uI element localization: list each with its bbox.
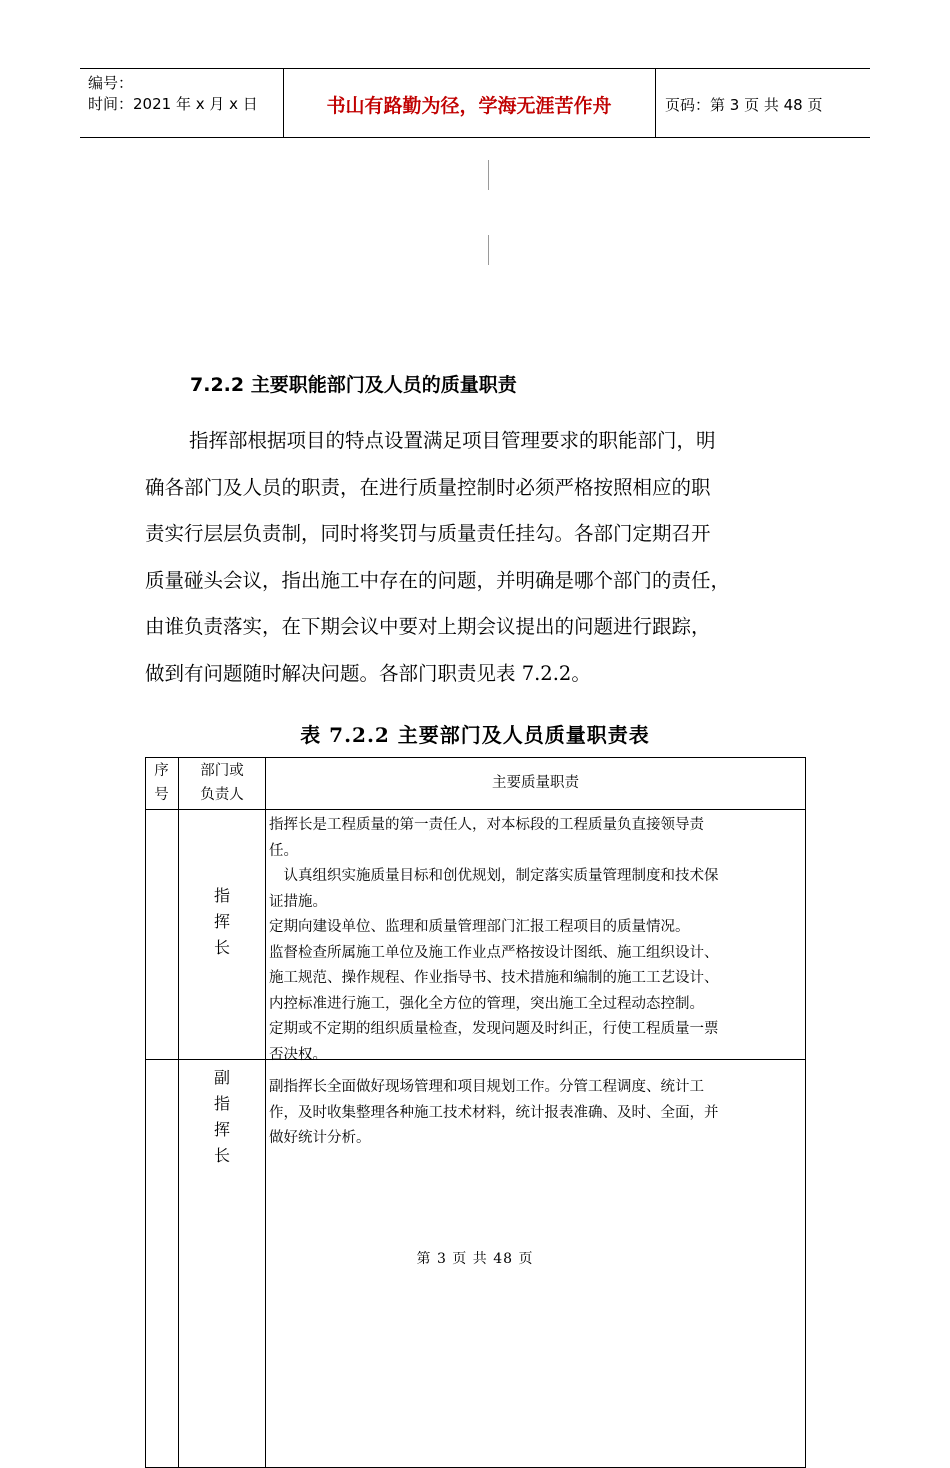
duty-line: 认真组织实施质量目标和创优规划，制定落实质量管理制度和技术保 — [269, 868, 719, 884]
duty-line: 指挥长是工程质量的第一责任人，对本标段的工程质量负直接领导责 — [269, 817, 704, 833]
page-footer: 第 3 页 共 48 页 — [416, 1251, 534, 1267]
dept-char: 长 — [213, 938, 230, 957]
duty-line: 定期向建设单位、监理和质量管理部门汇报工程项目的质量情况。 — [269, 919, 690, 935]
duty-table — [145, 757, 806, 1468]
paragraph-line: 质量碰头会议，指出施工中存在的问题，并明确是哪个部门的责任， — [145, 568, 731, 592]
header-page-info: 页码：第 3 页 共 48 页 — [665, 96, 823, 114]
paragraph-line: 责实行层层负责制，同时将奖罚与质量责任挂勾。各部门定期召开 — [145, 522, 711, 545]
table-border — [265, 757, 266, 1468]
dept-char: 指 — [213, 1094, 230, 1113]
table-border — [145, 757, 146, 1468]
header-seq-line: 序 — [154, 763, 169, 779]
header-motto: 书山有路勤为径，学海无涯苦作舟 — [326, 95, 612, 117]
paragraph-line: 指挥部根据项目的特点设置满足项目管理要求的职能部门，明 — [189, 429, 716, 452]
header-dept — [179, 759, 265, 807]
paragraph-line: 做到有问题随时解决问题。各部门职责见表 7.2.2。 — [145, 661, 591, 685]
header-duty: 主要质量职责 — [492, 775, 579, 791]
duty-line: 内控标准进行施工，强化全方位的管理，突出施工全过程动态控制。 — [269, 995, 704, 1012]
duty-line: 否决权。 — [269, 1046, 327, 1063]
dept-char: 挥 — [213, 1120, 230, 1139]
table-border — [805, 757, 806, 1468]
duty-line: 作，及时收集整理各种施工技术材料，统计报表准确、及时、全面，并 — [269, 1104, 719, 1121]
header-meta — [88, 73, 283, 115]
section-paragraph — [145, 418, 805, 697]
header-seq-line: 号 — [154, 787, 169, 803]
dept-char: 指 — [213, 886, 230, 905]
divider-mark — [488, 235, 489, 265]
duty-line: 监督检查所属施工单位及施工作业点严格按设计图纸、施工组织设计、 — [269, 944, 719, 961]
dept-cell — [179, 1065, 265, 1169]
document-date: 时间：2021 年 x 月 x 日 — [88, 95, 258, 113]
duty-line: 定期或不定期的组织质量检查，发现问题及时纠正，行使工程质量一票 — [269, 1021, 719, 1037]
duty-cell — [269, 1075, 803, 1152]
header-dept-line: 负责人 — [200, 787, 244, 803]
dept-char: 副 — [213, 1068, 230, 1087]
duty-line: 副指挥长全面做好现场管理和项目规划工作。分管工程调度、统计工 — [269, 1079, 704, 1095]
duty-line: 做好统计分析。 — [269, 1130, 371, 1146]
document-header — [80, 68, 870, 138]
document-number-label: 编号： — [88, 74, 134, 92]
dept-char: 挥 — [213, 912, 230, 931]
dept-cell — [179, 883, 265, 961]
table-title: 表 7.2.2 主要部门及人员质量职责表 — [300, 723, 650, 747]
paragraph-line: 由谁负责落实，在下期会议中要对上期会议提出的问题进行跟踪， — [145, 615, 711, 638]
table-border — [145, 809, 806, 810]
section-heading: 7.2.2 主要职能部门及人员的质量职责 — [190, 374, 517, 396]
header-seq — [145, 759, 178, 807]
duty-line: 任。 — [269, 842, 298, 859]
duty-cell — [269, 813, 803, 1068]
divider-mark — [488, 160, 489, 190]
duty-line: 施工规范、操作规程、作业指导书、技术措施和编制的施工工艺设计、 — [269, 970, 719, 986]
table-border — [145, 757, 806, 758]
duty-line: 证措施。 — [269, 893, 327, 910]
header-divider — [655, 69, 656, 137]
header-dept-line: 部门或 — [200, 763, 244, 779]
dept-char: 长 — [213, 1146, 230, 1165]
paragraph-line: 确各部门及人员的职责，在进行质量控制时必须严格按照相应的职 — [145, 475, 711, 499]
